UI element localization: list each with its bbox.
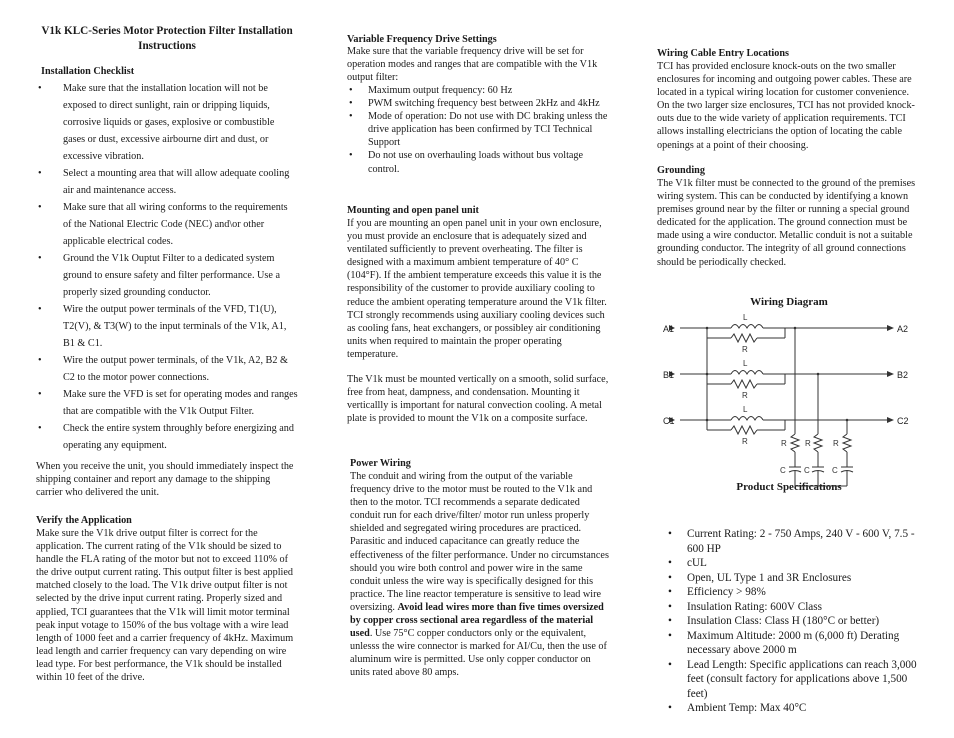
resistor-label: R bbox=[805, 439, 811, 448]
list-item: • Wire the output power terminals of the VFD, T1(U), T2(V), & T3(W) to the input terminals of the V1k, A1, B1 & C1. bbox=[36, 301, 298, 352]
inductor-label: L bbox=[743, 405, 748, 414]
checklist-list bbox=[36, 80, 298, 454]
power-text-bold: Avoid lead wires more than five times oversized by copper cross sectional area regardless of the material used bbox=[350, 601, 604, 640]
wiring-diagram bbox=[655, 310, 925, 495]
diagram-heading: Wiring Diagram bbox=[750, 296, 828, 308]
resistor-label: R bbox=[781, 439, 787, 448]
resistor-label: R bbox=[742, 345, 748, 354]
list-item: • Check the entire system throughly before energizing and operating any equipment. bbox=[36, 420, 298, 454]
list-item: • Make sure that the installation location will not be exposed to direct sunlight, rain or dripping liquids, corrosive liquids or gases, explosive or combustible gases or dust, excessive airbourne dirt and dust, or excessive vibration. bbox=[36, 80, 298, 165]
grounding-paragraph: The V1k filter must be connected to the ground of the premises wiring system. This can be conducted by identifying a known premises ground near by the filter or running a special ground dedicated for the application. The ground connection must be made using a wire conductor. Metallic conduit is not a suitable grounding conductor. The integrity of all ground connections should be periodically checked. bbox=[657, 178, 916, 268]
verify-paragraph: Make sure the V1k drive output filter is correct for the application. The current rating of the V1k should be sized to handle the FLA rating of the motor but not to exceed 110% of the drive output current rating. This output filter is best applied matched closely to the load. The V1k drive output filter is not selected by the drive input current rating. Properly sized and applied, TCI guarantees that the V1k will limit motor terminal peak input votage to 150% of the bus voltage with a wire lead length of 1000 feet and a carrier frequency of 4kHz. Maximum lead length and carrier frequency can vary depending on wire lead type. For best performance, the V1k should be installed within 10 feet of the drive. bbox=[36, 528, 294, 684]
terminal-b1-label: B1 bbox=[663, 370, 675, 380]
power-text-a: The conduit and wiring from the output of the variable frequency drive to the motor must be routed to the V1k and then to the motor. TCI recommends a separate dedicated conduit run for each drive/filter/ motor run unless properly shielded and segregated wiring procedures are practiced. Parasitic and induced capacitance can greatly reduce the effectiveness of the filter performance. Under no circumstances should you wire both control and power wire in the same conduit unless the wire way is specifically designed for this practice. The line reactor temperature is sensitive to lead wire oversizing. bbox=[350, 471, 609, 613]
list-item: • cUL bbox=[657, 556, 923, 571]
list-item: • Maximum output frequency: 60 Hz bbox=[347, 84, 609, 97]
terminal-b2-label: B2 bbox=[897, 370, 909, 380]
cable-heading: Wiring Cable Entry Locations bbox=[657, 48, 789, 59]
mounting-heading: Mounting and open panel unit bbox=[347, 205, 479, 216]
list-item: • Insulation Class: Class H (180°C or better) bbox=[657, 614, 923, 629]
mounting-paragraph-2: The V1k must be mounted vertically on a smooth, solid surface, free from heat, dampness, and condensation. Mounting it verticallly is important for natural convection cooling. A metal plate is provided to mount the V1k on a composite surface. bbox=[347, 374, 609, 425]
vfd-intro: Make sure that the variable frequency drive will be set for operation modes and ranges that are compatible with the V1k output filter: bbox=[347, 46, 598, 84]
specs-list bbox=[657, 527, 923, 716]
list-item: • Do not use on overhauling loads without bus voltage control. bbox=[347, 149, 609, 175]
cable-paragraph: TCI has provided enclosure knock-outs on the two smaller enclosures for incoming and outgoing power cables. These are located in a typical wiring location for customer convenience. On the two larger size enclosures, TCI has not provided knock-outs due to the wide variety of application requirements. TCI allows installing electricians the option of locating the cable openings at a point of their choosing. bbox=[657, 61, 915, 151]
list-item: • Mode of operation: Do not use with DC braking unless the drive application has been confirmed by TCI Technical Support bbox=[347, 110, 609, 149]
mounting-paragraph-1: If you are mounting an open panel unit in your own enclosure, you must provide an enclosure that is adequately sized and ventilated sufficiently to prevent overheating. The filter is designed with a maximum ambient temperature of 40° C (104°F). If the ambient temperature exceeds this value it is the responsibility of the customer to provide auxiliary cooling to reduce the ambient operating temperature around the V1k filter. TCI strongly recommends using auxiliary cooling devices such as cooling fans, heat exchangers, or possibley air conditioning units when required to maintain the proper operating temperature. bbox=[347, 218, 607, 360]
capacitor-label: C bbox=[780, 466, 786, 475]
list-item: • Make sure the VFD is set for operating modes and ranges that are compatible with the V1k Output Filter. bbox=[36, 386, 298, 420]
inductor-label: L bbox=[743, 359, 748, 368]
checklist-heading: Installation Checklist bbox=[41, 66, 135, 77]
resistor-label: R bbox=[742, 437, 748, 446]
list-item: • Wire the output power terminals, of the V1k, A2, B2 & C2 to the motor power connections. bbox=[36, 352, 298, 386]
vfd-list bbox=[347, 84, 609, 176]
vfd-heading: Variable Frequency Drive Settings bbox=[347, 34, 497, 45]
capacitor-label: C bbox=[804, 466, 810, 475]
receive-paragraph: When you receive the unit, you should immediately inspect the shipping container and report any damage to the shipping carrier who delivered the unit. bbox=[36, 461, 294, 499]
list-item: • Make sure that all wiring conforms to the requirements of the National Electric Code (NEC) and\or other applicable electrical codes. bbox=[36, 199, 298, 250]
list-item: • Lead Length: Specific applications can reach 3,000 feet (consult factory for applications above 1,500 feet) bbox=[657, 658, 923, 702]
list-item: • PWM switching frequency best between 2kHz and 4kHz bbox=[347, 97, 609, 110]
verify-heading: Verify the Application bbox=[36, 515, 132, 526]
inductor-label: L bbox=[743, 313, 748, 322]
terminal-a2-label: A2 bbox=[897, 324, 909, 334]
list-item: • Insulation Rating: 600V Class bbox=[657, 600, 923, 615]
arrow-right-icon bbox=[887, 371, 894, 377]
arrow-right-icon bbox=[887, 325, 894, 331]
list-item: • Maximum Altitude: 2000 m (6,000 ft) Derating necessary above 2000 m bbox=[657, 629, 923, 658]
list-item: • Ground the V1k Ouptut Filter to a dedicated system ground to ensure safety and filter performance. Use a properly sized grounding conductor. bbox=[36, 250, 298, 301]
list-item: • Ambient Temp: Max 40°C bbox=[657, 701, 923, 716]
resistor-label: R bbox=[833, 439, 839, 448]
list-item: • Current Rating: 2 - 750 Amps, 240 V - 600 V, 7.5 - 600 HP bbox=[657, 527, 923, 556]
list-item: • Efficiency > 98% bbox=[657, 585, 923, 600]
list-item: • Open, UL Type 1 and 3R Enclosures bbox=[657, 571, 923, 586]
grounding-heading: Grounding bbox=[657, 165, 705, 176]
arrow-right-icon bbox=[887, 417, 894, 423]
power-text-b: . Use 75°C copper conductors only or the equivalent, unlesss the wire connector is marked for AI/Cu, then the use of aluminum wire is permitted. Use only copper conductor on units rated above 80 amps. bbox=[350, 628, 607, 679]
capacitor-label: C bbox=[832, 466, 838, 475]
list-item: • Select a mounting area that will allow adequate cooling air and maintenance access. bbox=[36, 165, 298, 199]
terminal-c2-label: C2 bbox=[897, 416, 909, 426]
document-title: V1k KLC-Series Motor Protection Filter Installation Instructions bbox=[41, 25, 293, 52]
resistor-label: R bbox=[742, 391, 748, 400]
terminal-a1-label: A1 bbox=[663, 324, 675, 334]
power-wiring-paragraph bbox=[350, 470, 612, 680]
power-wiring-heading: Power Wiring bbox=[350, 458, 411, 469]
specs-heading: Product Specifications bbox=[736, 481, 842, 493]
terminal-c1-label: C1 bbox=[663, 416, 675, 426]
